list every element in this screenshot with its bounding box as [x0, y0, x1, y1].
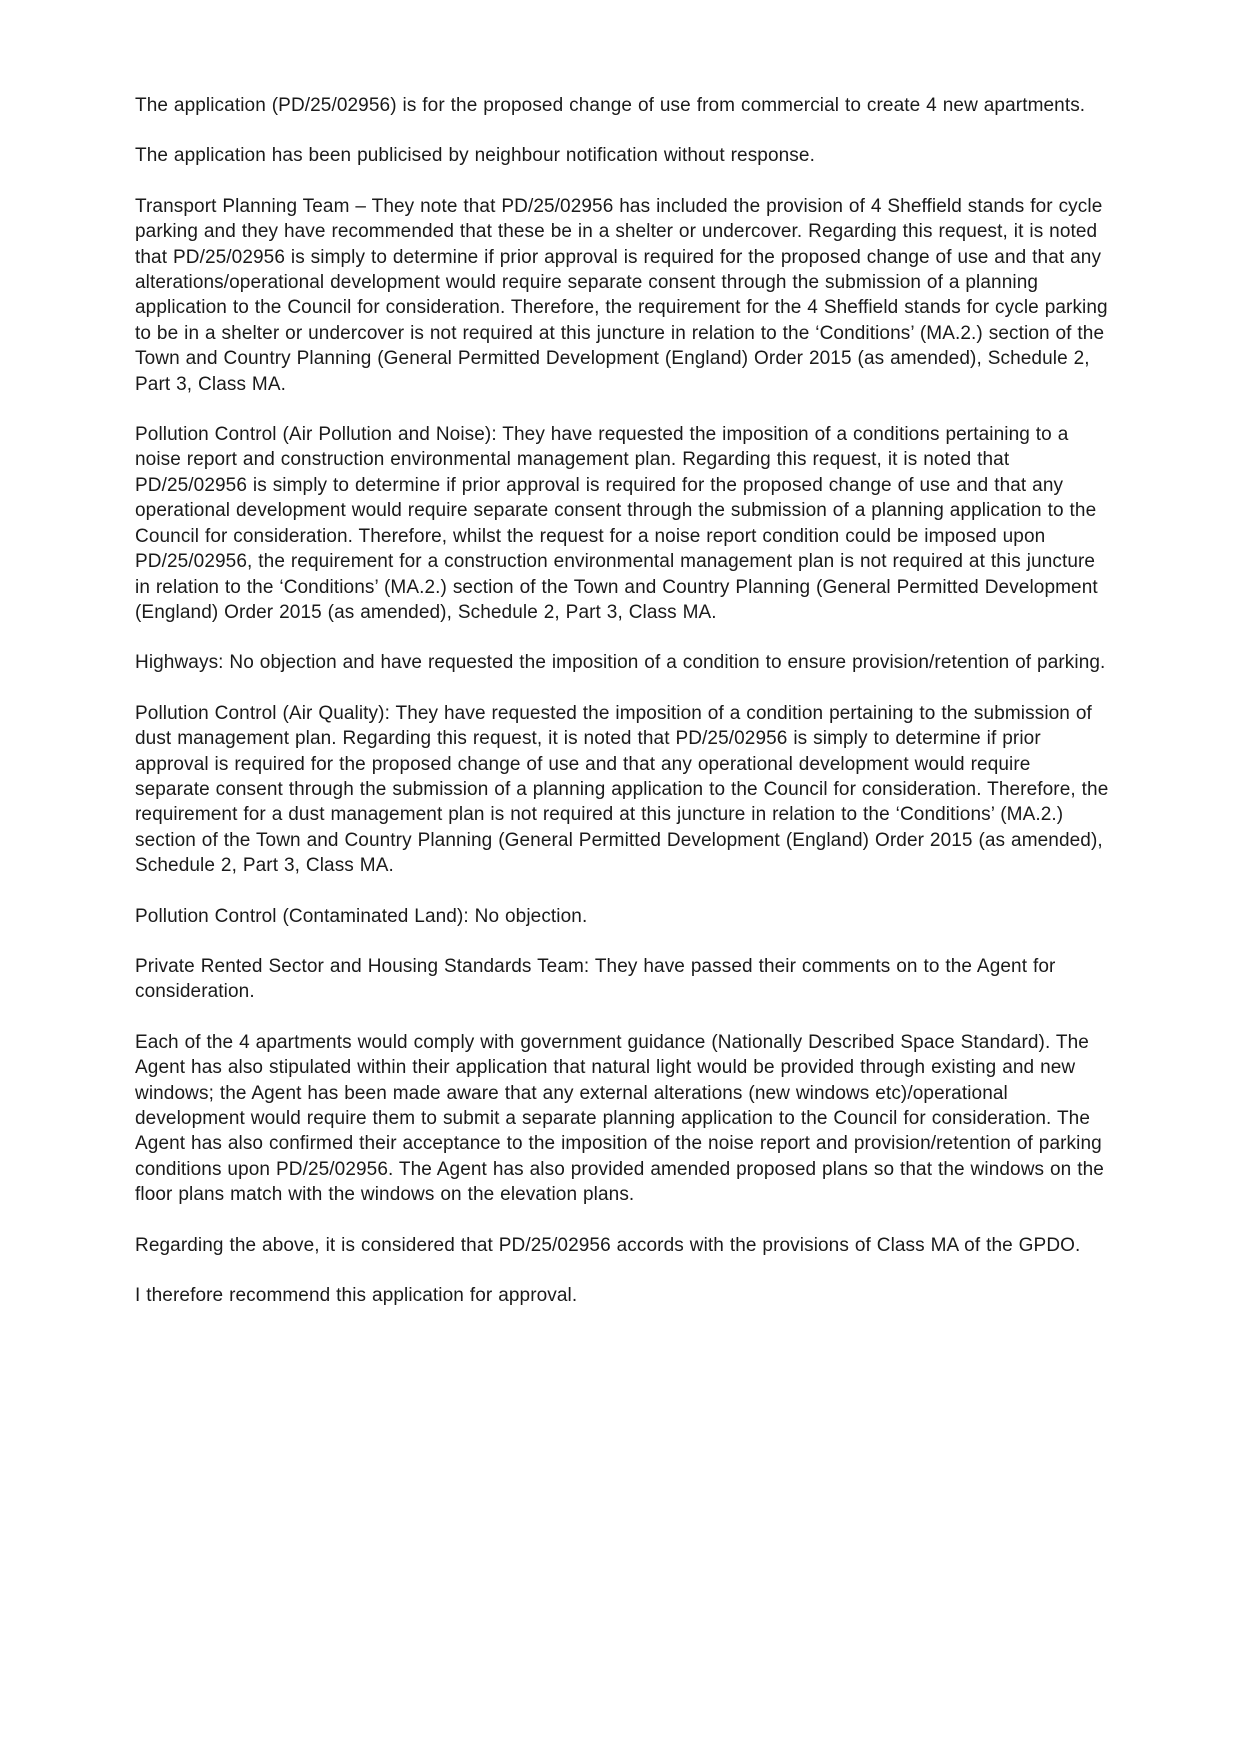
paragraph-pollution-control-air-quality: Pollution Control (Air Quality): They have requested the imposition of a condition pertaining to the submission of dust management plan. Regarding this request, it is noted that PD/25/02956 is simply to determine if prior approval is required for the proposed change of use and that any operational development would require separate consent through the submission of a planning application to the Council for consideration. Therefore, the requirement for a dust management plan is not required at this juncture in relation to the ‘Conditions’ (MA.2.) section of the Town and Country Planning (General Permitted Development (England) Order 2015 (as amended), Schedule 2, Part 3, Class MA. — [135, 702, 1109, 877]
paragraph-publicity: The application has been publicised by neighbour notification without response. — [135, 145, 815, 167]
paragraph-private-rented-sector: Private Rented Sector and Housing Standards Team: They have passed their comments on to the Agent for consideration. — [135, 955, 1056, 1003]
paragraph-apartments-compliance: Each of the 4 apartments would comply with government guidance (Nationally Described Space Standard). The Agent has also stipulated within their application that natural light would be provided through existing and new windows; the Agent has been made aware that any external alterations (new windows etc)/operational development would require them to submit a separate planning application to the Council for consideration. The Agent has also confirmed their acceptance to the imposition of the noise report and provision/retention of parking conditions upon PD/25/02956. The Agent has also provided amended proposed plans so that the windows on the floor plans match with the windows on the elevation plans. — [135, 1031, 1104, 1206]
paragraph-highways: Highways: No objection and have requested the imposition of a condition to ensure provision/retention of parking. — [135, 652, 1106, 674]
paragraph-class-ma-conclusion: Regarding the above, it is considered that PD/25/02956 accords with the provisions of Class MA of the GPDO. — [135, 1234, 1081, 1256]
paragraph-application-summary: The application (PD/25/02956) is for the proposed change of use from commercial to create 4 new apartments. — [135, 95, 1086, 116]
paragraph-recommendation: I therefore recommend this application for approval. — [135, 1285, 578, 1307]
document-body — [135, 93, 1110, 1333]
paragraph-pollution-control-contaminated-land: Pollution Control (Contaminated Land): No objection. — [135, 905, 588, 927]
paragraph-pollution-control-noise: Pollution Control (Air Pollution and Noise): They have requested the imposition of a conditions pertaining to a noise report and construction environmental management plan. Regarding this request, it is noted that PD/25/02956 is simply to determine if prior approval is required for the proposed change of use and that any operational development would require separate consent through the submission of a planning application to the Council for consideration. Therefore, whilst the request for a noise report condition could be imposed upon PD/25/02956, the requirement for a construction environmental management plan is not required at this juncture in relation to the ‘Conditions’ (MA.2.) section of the Town and Country Planning (General Permitted Development (England) Order 2015 (as amended), Schedule 2, Part 3, Class MA. — [135, 424, 1098, 623]
paragraph-transport-planning-team: Transport Planning Team – They note that PD/25/02956 has included the provision of 4 Sheffield stands for cycle parking and they have recommended that these be in a shelter or undercover. Regarding this request, it is noted that PD/25/02956 is simply to determine if prior approval is required for the proposed change of use and that any alterations/operational development would require separate consent through the submission of a planning application to the Council for consideration. Therefore, the requirement for the 4 Sheffield stands for cycle parking to be in a shelter or undercover is not required at this juncture in relation to the ‘Conditions’ (MA.2.) section of the Town and Country Planning (General Permitted Development (England) Order 2015 (as amended), Schedule 2, Part 3, Class MA. — [135, 195, 1108, 395]
